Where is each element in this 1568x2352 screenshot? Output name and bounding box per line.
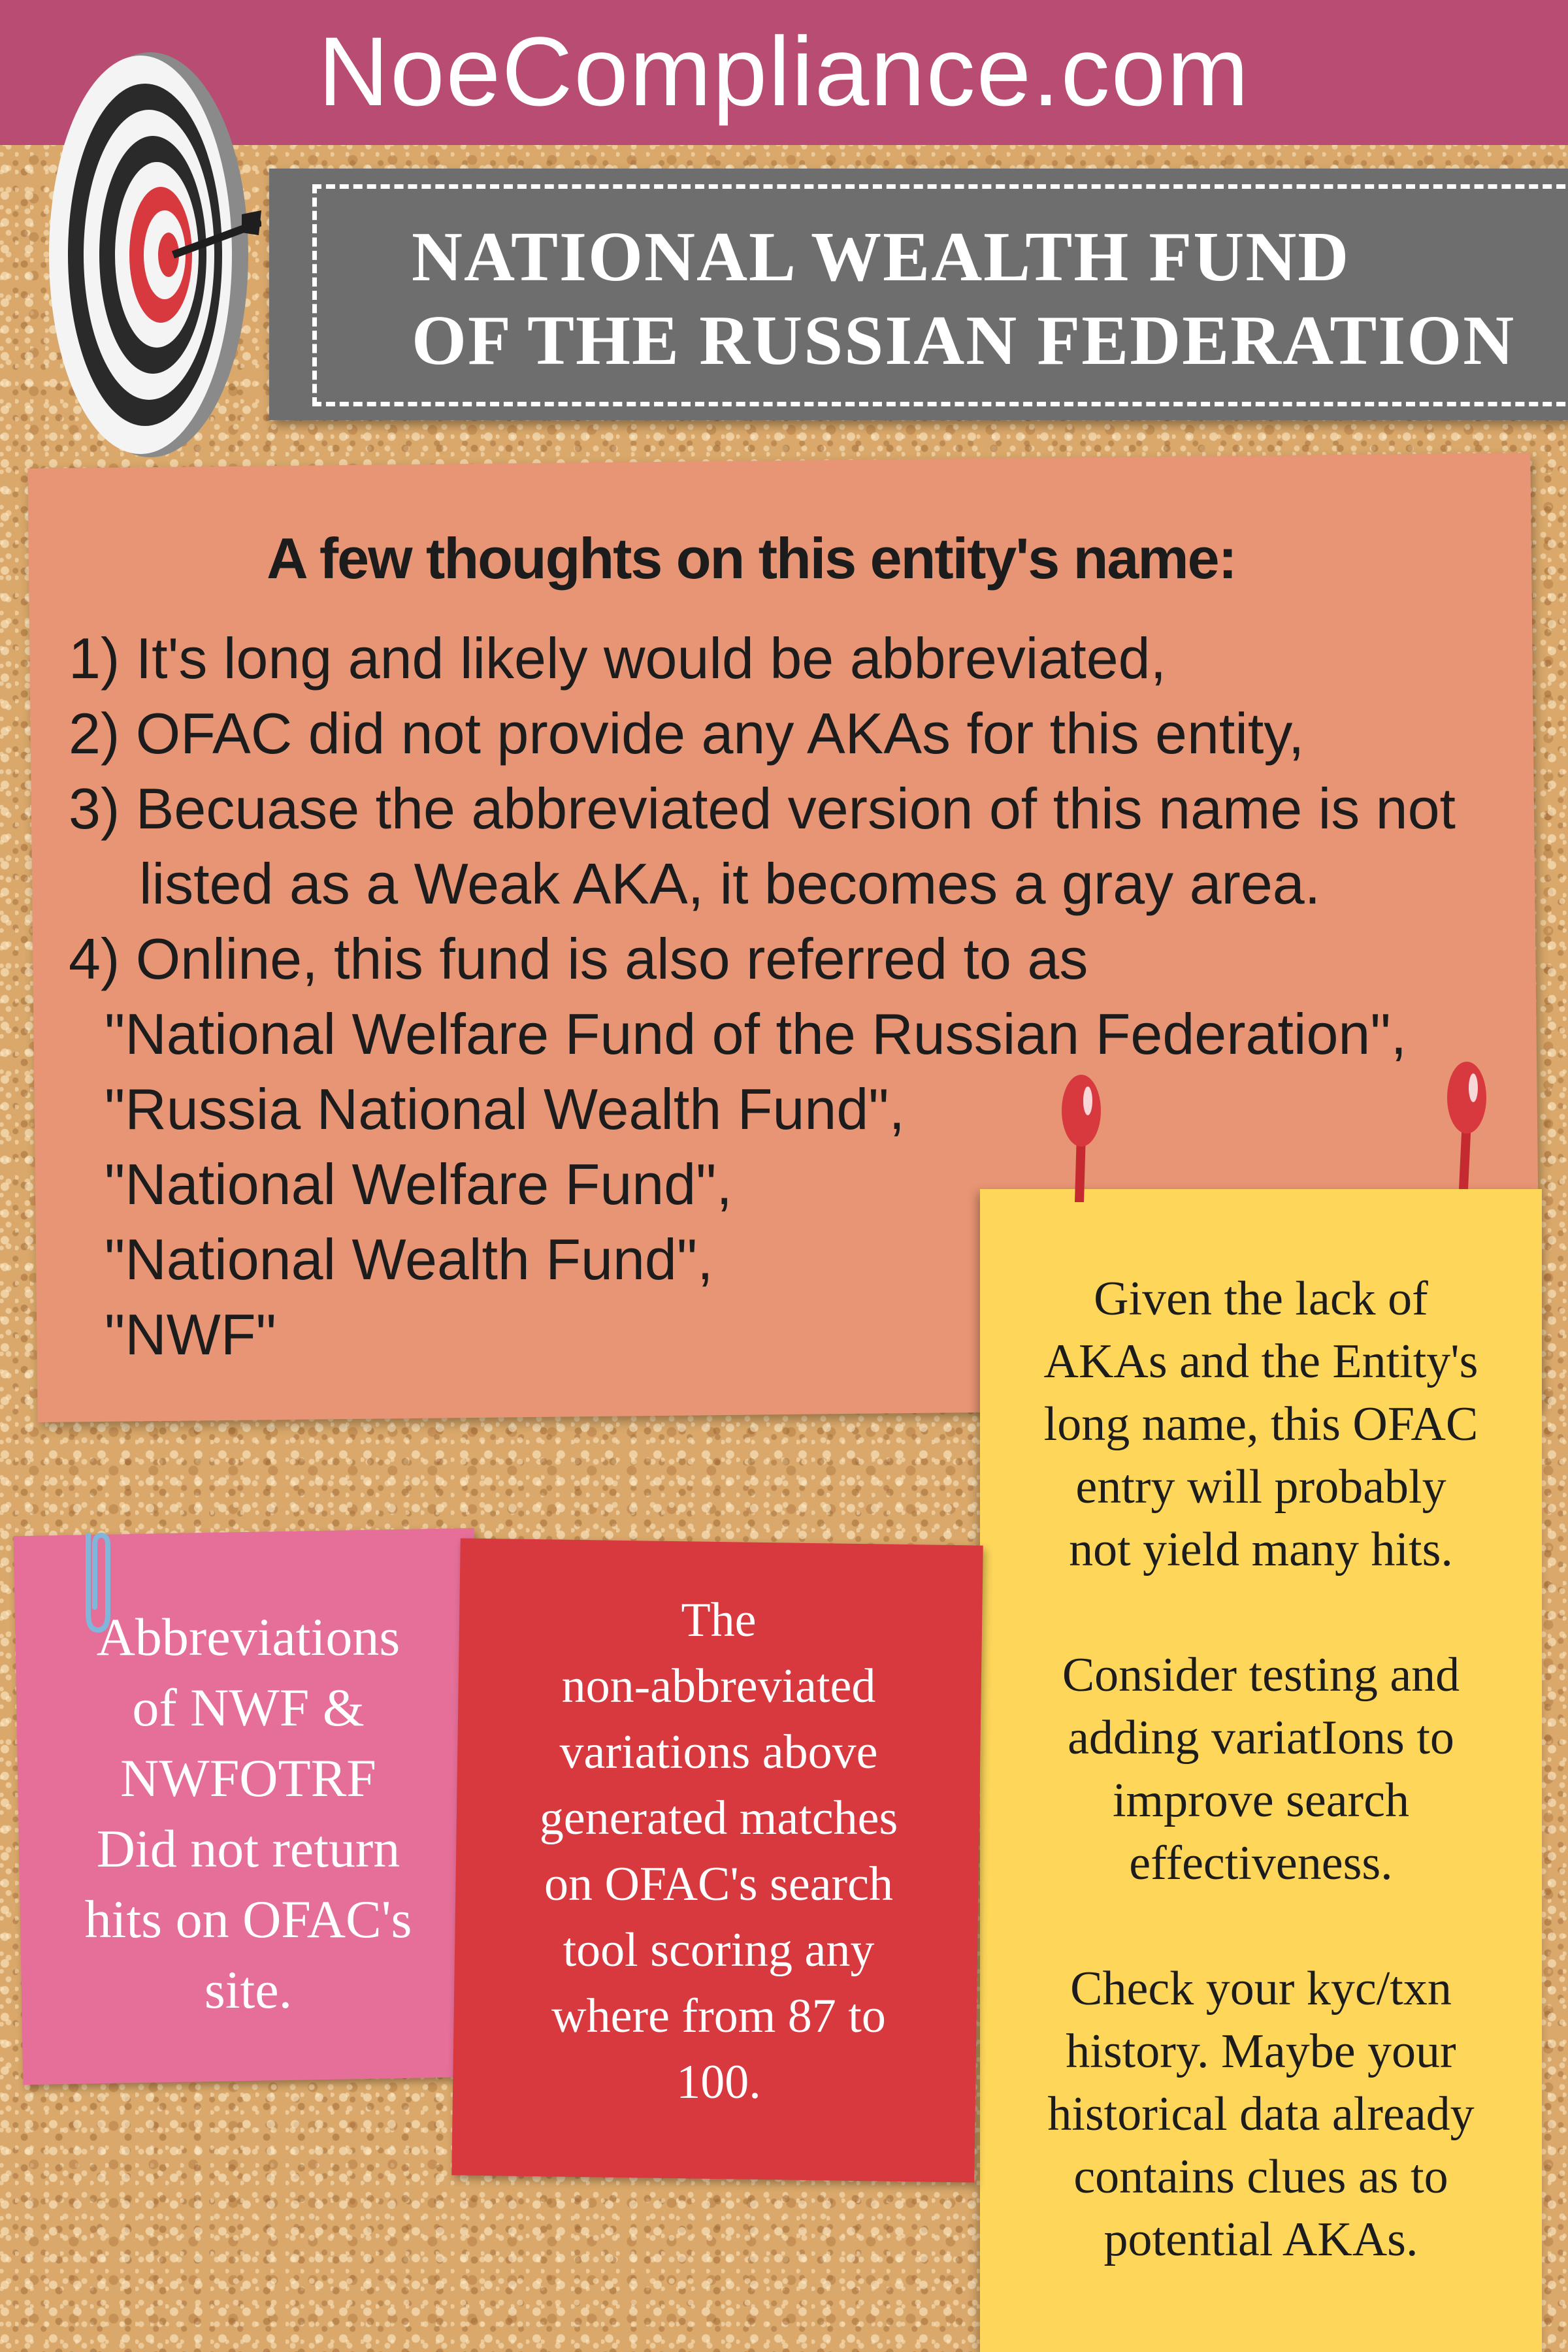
push-pin-icon (1437, 1058, 1496, 1189)
main-note-heading: A few thoughts on this entity's name: (267, 526, 1236, 591)
list-item: "National Welfare Fund", (105, 1152, 732, 1217)
yellow-note-paragraph: Consider testing and adding variatIons to improve search effectiveness. (1062, 1648, 1460, 1890)
list-item: "Russia National Wealth Fund", (105, 1077, 905, 1141)
red-note-text: The non-abbreviated variations above generated matches on OFAC's search tool scoring any where from 87 to 100. (539, 1593, 898, 2109)
list-item: listed as a Weak AKA, it becomes a gray area. (139, 851, 1321, 916)
push-pin-icon (1052, 1071, 1111, 1202)
yellow-note-paragraph: Given the lack of AKAs and the Entity's long name, this OFAC entry will probably not yield many hits. (1043, 1272, 1478, 1576)
list-item: 4) Online, this fund is also referred to as (69, 926, 1088, 991)
list-item: 3) Becuase the abbreviated version of this name is not (69, 776, 1456, 841)
title-line-1: NATIONAL WEALTH FUND (412, 218, 1350, 296)
list-item: 1) It's long and likely would be abbreviated, (69, 626, 1167, 691)
site-title: NoeCompliance.com (318, 16, 1250, 126)
dartboard-icon (26, 39, 261, 464)
title-line-2: OF THE RUSSIAN FEDERATION (412, 302, 1516, 380)
yellow-note-text (993, 1267, 1529, 2334)
list-item: "National Wealth Fund", (105, 1227, 713, 1292)
list-item: 2) OFAC did not provide any AKAs for this entity, (69, 701, 1305, 766)
list-item: "National Welfare Fund of the Russian Federation", (105, 1002, 1407, 1066)
list-item: "NWF" (105, 1302, 276, 1367)
pink-note-text: Abbreviations of NWF & NWFOTRF Did not return hits on OFAC's site. (84, 1607, 412, 2019)
page-title (412, 216, 1522, 383)
paperclip-icon (72, 1522, 124, 1640)
yellow-note-paragraph: Check your kyc/txn history. Maybe your historical data already contains clues as to potential AKAs. (1047, 1962, 1475, 2266)
